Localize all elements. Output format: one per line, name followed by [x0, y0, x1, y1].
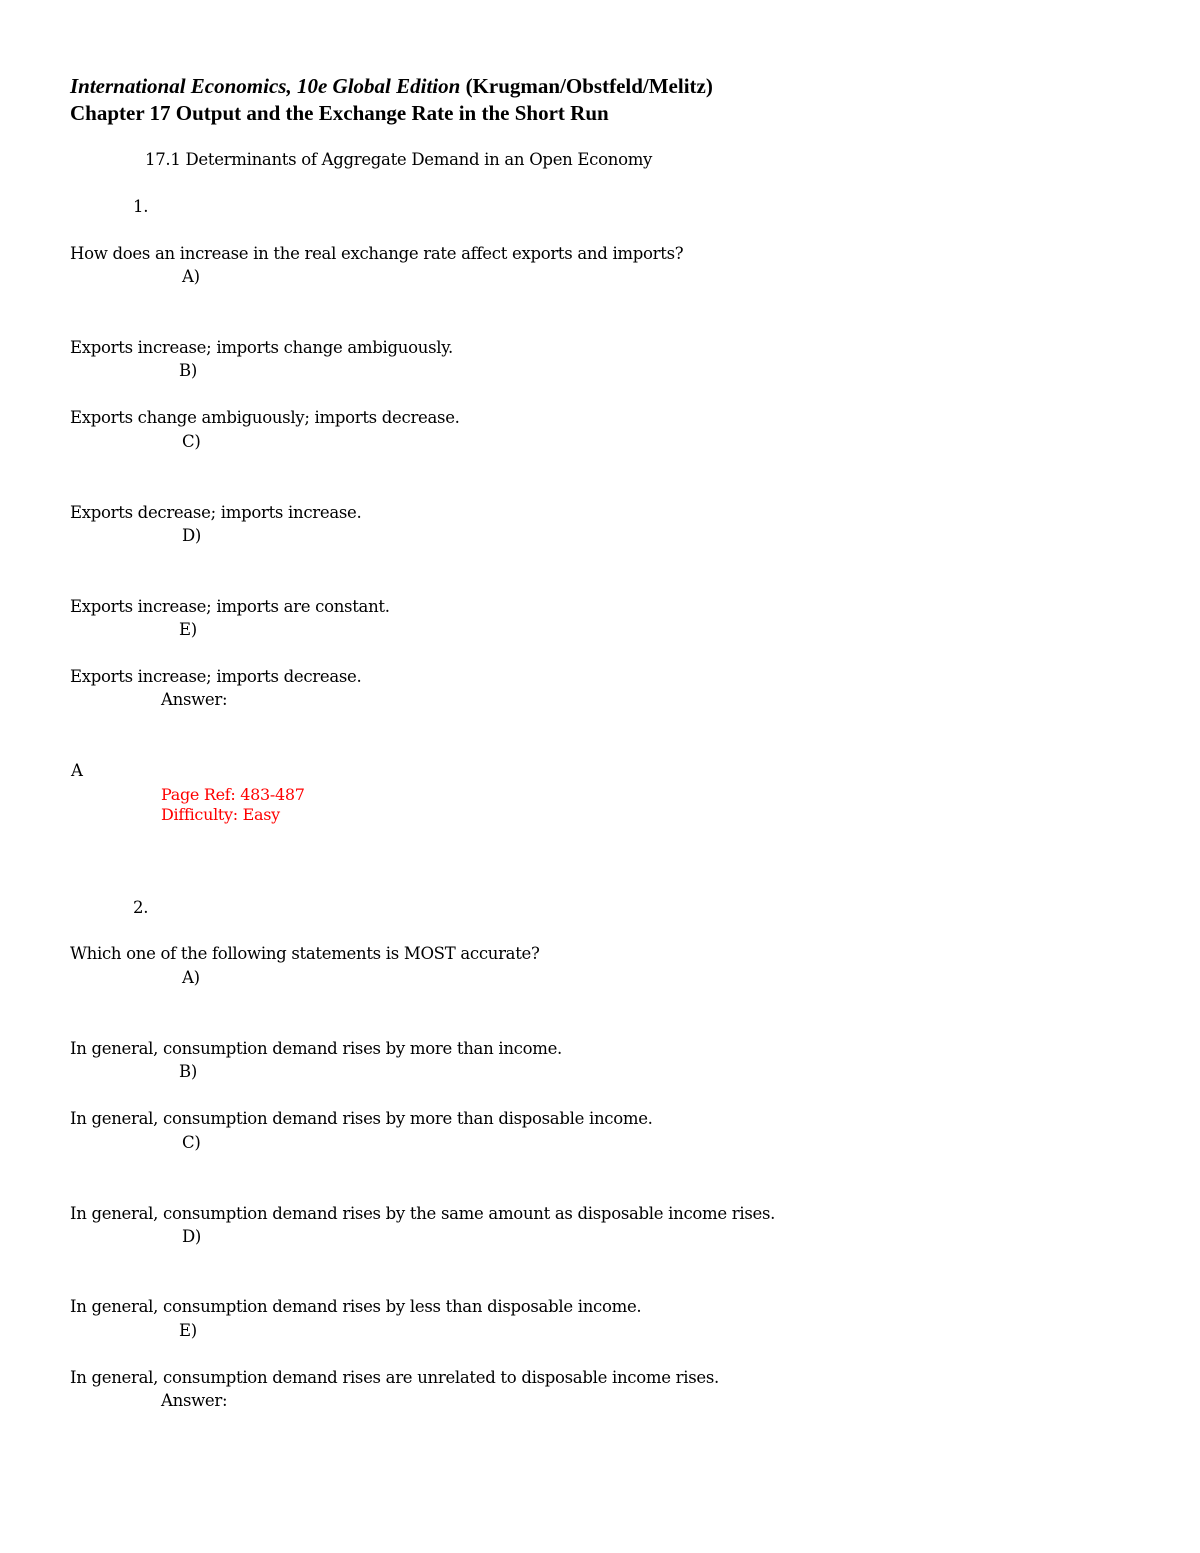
answer-label: Answer:	[161, 690, 228, 709]
question-prompt: How does an increase in the real exchange rate affect exports and imports?	[70, 244, 684, 263]
book-authors: (Krugman/Obstfeld/Melitz)	[465, 74, 713, 98]
answer-label: Answer:	[161, 1391, 228, 1410]
option-letter: C)	[182, 432, 201, 451]
option-text: Exports decrease; imports increase.	[70, 503, 362, 522]
option-text: In general, consumption demand rises by more than income.	[70, 1039, 562, 1058]
option-letter: B)	[179, 361, 197, 380]
book-title: International Economics, 10e Global Edition	[70, 74, 461, 98]
option-text: In general, consumption demand rises by less than disposable income.	[70, 1297, 642, 1316]
page-reference: Page Ref: 483-487	[161, 785, 305, 804]
difficulty-label: Difficulty: Easy	[161, 805, 280, 824]
option-letter: D)	[182, 526, 202, 545]
option-text: Exports change ambiguously; imports decrease.	[70, 408, 460, 427]
question-prompt: Which one of the following statements is MOST accurate?	[70, 944, 540, 963]
option-letter: A)	[182, 267, 200, 286]
option-text: Exports increase; imports change ambiguously.	[70, 338, 453, 357]
option-text: Exports increase; imports are constant.	[70, 597, 390, 616]
question-number: 2.	[133, 898, 149, 917]
section-title: 17.1 Determinants of Aggregate Demand in an Open Economy	[145, 150, 653, 169]
option-letter: E)	[179, 620, 197, 639]
chapter-title: Chapter 17 Output and the Exchange Rate in the Short Run	[70, 101, 609, 125]
book-header	[70, 76, 713, 97]
option-letter: C)	[182, 1133, 201, 1152]
option-text: Exports increase; imports decrease.	[70, 667, 362, 686]
option-letter: E)	[179, 1321, 197, 1340]
answer-value: A	[71, 761, 83, 780]
option-text: In general, consumption demand rises by more than disposable income.	[70, 1109, 653, 1128]
option-text: In general, consumption demand rises are unrelated to disposable income rises.	[70, 1368, 719, 1387]
option-text: In general, consumption demand rises by the same amount as disposable income rises.	[70, 1204, 776, 1223]
option-letter: A)	[182, 968, 200, 987]
option-letter: D)	[182, 1227, 202, 1246]
option-letter: B)	[179, 1062, 197, 1081]
question-number: 1.	[133, 197, 149, 216]
